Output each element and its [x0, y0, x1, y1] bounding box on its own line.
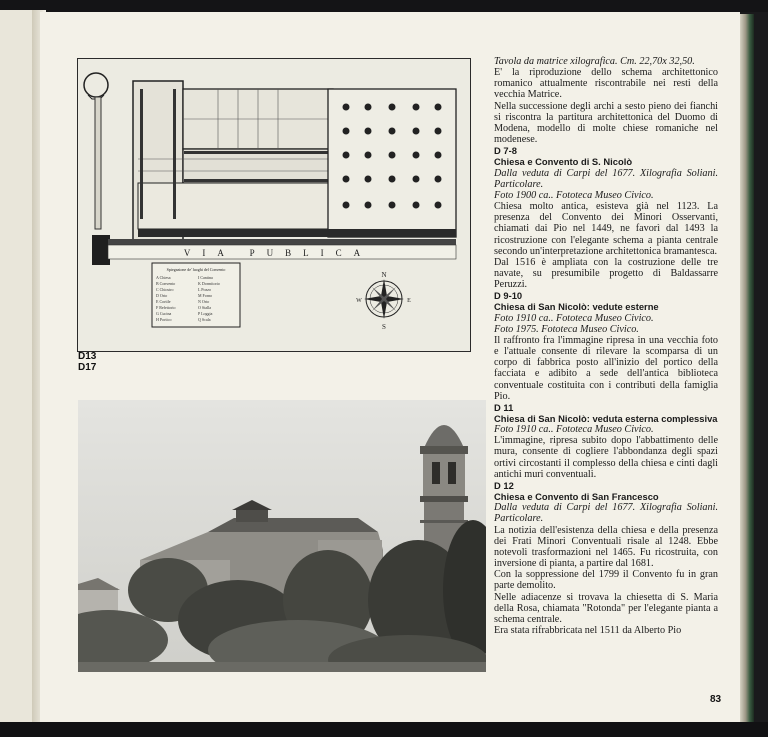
section-heading: D 12	[494, 479, 514, 491]
plan-legend-row: K Dormitorio	[198, 281, 220, 286]
plan-legend-row: L Pozzo	[198, 287, 212, 292]
description-text-column	[494, 56, 718, 636]
plan-legend-row: Q Scala	[198, 317, 211, 322]
page-stack-edge	[740, 14, 754, 724]
plan-legend-row: C Chiostro	[156, 287, 174, 292]
plan-legend-row: M Forno	[198, 293, 213, 298]
plan-compass-east: E	[407, 298, 411, 304]
plan-legend-row: O Stalla	[198, 305, 211, 310]
plan-compass-west: W	[356, 298, 362, 304]
body-paragraph: E' la riproduzione dello schema architettonico romanico attualmente riscontrabile nei resti della vecchia Matrice.	[494, 67, 718, 101]
plan-legend-row: N Orto	[198, 299, 210, 304]
plan-compass-south: S	[382, 323, 386, 331]
body-paragraph: Chiesa molto antica, esisteva già nel 1123. La presenza del Convento dei Minori Osservanti, chiamati dai Pio nel 1449, ne favorì dal 1493 la ricostruzione con l'elegante schema a pianta centrale secondo un'interpretazione architettonica bramantesca.	[494, 201, 718, 257]
section-heading: D 7-8	[494, 145, 517, 157]
plan-street-wall	[92, 235, 110, 265]
body-paragraph: La notizia dell'esistenza della chiesa e della presenza dei Frati Minori Conventuali risale al 1248. Ebbe notevoli trasformazioni nel 1465. Fu ricostruita, con inversione di pianta, a partire dal 1681.	[494, 524, 718, 570]
church-photograph	[78, 400, 486, 672]
section-heading: D 11	[494, 401, 514, 413]
section-heading: Chiesa di San Nicolò: veduta esterna complessiva	[494, 413, 718, 424]
plan-legend-row: G Cucina	[156, 311, 172, 316]
plan-legend-row: A Chiesa	[156, 275, 171, 280]
section-heading: Chiesa e Convento di San Francesco	[494, 491, 659, 503]
body-paragraph: L'immagine, ripresa subito dopo l'abbattimento delle mura, consente di cogliere l'abbondanza degli spazi ortivi circostanti il complesso della chiesa e cinti dagli antichi muri conventuali.	[494, 435, 718, 480]
photo-credit-line: Tavola da matrice xilografica. Cm. 22,70x 32,50.	[494, 56, 695, 67]
plan-legend-title: Spiegazione de' luoghi del Convento	[166, 267, 226, 272]
section-heading: Chiesa di San Nicolò: vedute esterne	[494, 301, 659, 313]
body-paragraph: Nelle adiacenze si trovava la chiesetta di S. Maria della Rosa, chiamata "Rotonda" per l'elegante pianta a schema centrale.	[494, 591, 718, 625]
plan-orchard	[328, 89, 456, 237]
section-heading: Chiesa e Convento di S. Nicolò	[494, 156, 633, 168]
plan-legend-row: F Refettorio	[156, 305, 176, 310]
plan-legend-row: E Cortile	[156, 299, 171, 304]
dark-background-bottom	[0, 722, 768, 737]
photo-credit-line: Foto 1910 ca.. Fototeca Museo Civico.	[494, 312, 654, 324]
section-heading: D 9-10	[494, 290, 523, 302]
photo-credit-line: Foto 1900 ca.. Fototeca Museo Civico.	[494, 189, 654, 201]
plan-legend-row: H Portico	[156, 317, 172, 322]
photo-caption-code: D17	[78, 362, 97, 373]
plan-compass-north: N	[381, 271, 387, 279]
body-paragraph: Con la soppressione del 1799 il Convento fu in gran parte demolito.	[494, 569, 718, 592]
photo-credit-line: Dalla veduta di Carpi del 1677. Xilografia Soliani. Particolare.	[494, 167, 718, 190]
body-paragraph: Dal 1516 è ampliata con la costruzione delle tre navate, su presumibile progetto di Baldassarre Peruzzi.	[494, 256, 718, 291]
photo-credit-line: Foto 1910 ca.. Fototeca Museo Civico.	[494, 424, 654, 436]
body-paragraph: Il raffronto fra l'immagine ripresa in una vecchia foto e l'attuale consente di rilevare la scomparsa di un corpo di fabbrica posto all'inizio del portico della facciata e adibito a sede dell'antica biblioteca conventuale costituita con i contributi della famiglia Pio.	[494, 334, 718, 402]
convent-floor-plan	[77, 58, 471, 352]
photo-credit-line: Dalla veduta di Carpi del 1677. Xilografia Soliani. Particolare.	[494, 502, 718, 525]
page-number: 83	[710, 694, 722, 705]
plan-legend-row: D Orto	[156, 293, 168, 298]
body-paragraph: Nella successione degli archi a sesto pieno dei fianchi si riscontra la partitura architettonica del Duomo di Modena, modello di molte chiese romaniche nel modenese.	[494, 100, 718, 146]
plan-caption-code: D13	[78, 351, 97, 362]
plan-street-label: VIA PUBLICA	[183, 248, 373, 258]
plan-legend-row: I Cantina	[198, 275, 213, 280]
photo-credit-line: Foto 1975. Fototeca Museo Civico.	[494, 323, 639, 335]
body-paragraph: Era stata rifrabbricata nel 1511 da Alberto Pio	[494, 624, 682, 636]
dark-background-top	[0, 0, 768, 12]
plan-legend-row: B Convento	[156, 281, 176, 286]
plan-legend-row: P Loggia	[198, 311, 213, 316]
